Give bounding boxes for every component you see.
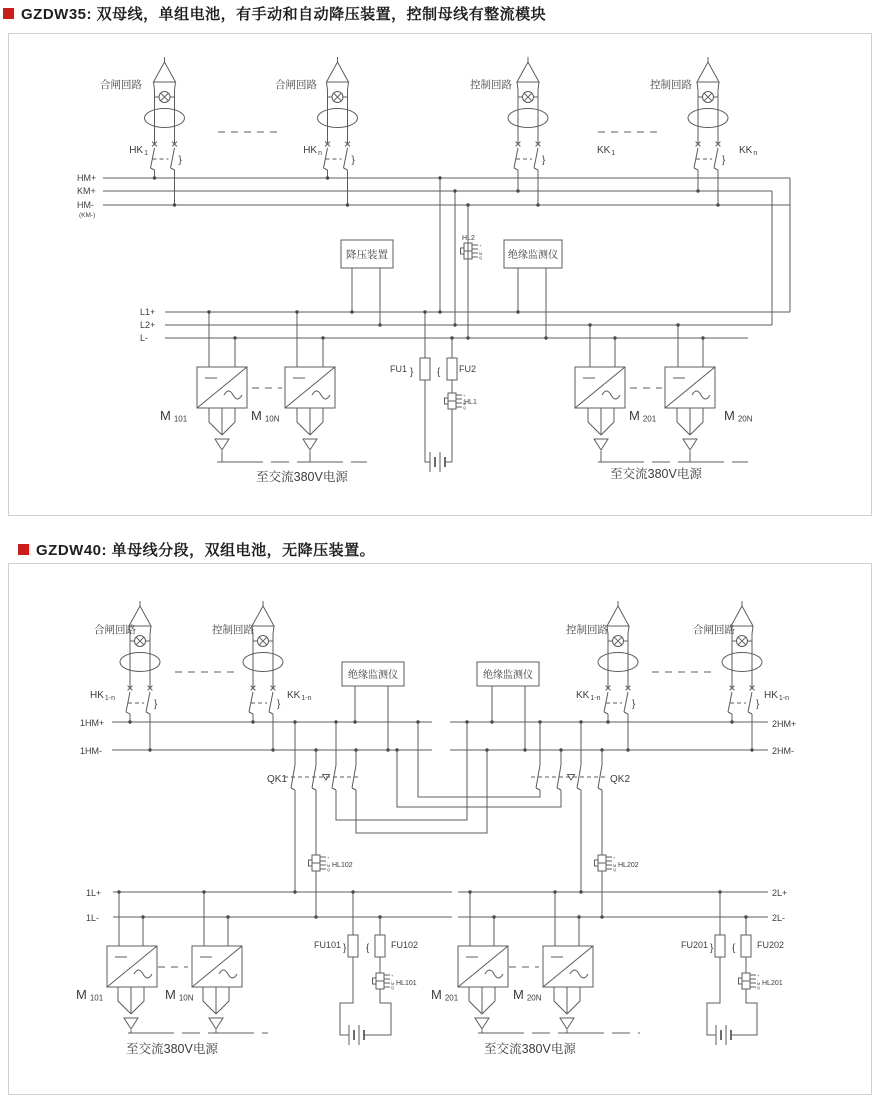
fuse-label-fu101: FU101 xyxy=(313,940,341,950)
ac-plug-symbol xyxy=(588,408,614,450)
module-label: M 101 xyxy=(160,408,188,424)
bus-label-km-minus-note: (KM-) xyxy=(79,212,96,219)
bus-label-2hm-plus: 2HM+ xyxy=(772,719,797,729)
switch-label: $KK_1$ xyxy=(597,145,616,157)
insulation-monitor-wires xyxy=(492,686,525,750)
qk2-stub-wires xyxy=(540,722,602,765)
bus-label-l1: L1+ xyxy=(140,307,156,317)
section-title-text: GZDW40: 单母线分段，双组电池，无降压装置。 xyxy=(36,541,376,559)
feeder-label: 控制回路 xyxy=(650,79,692,91)
ac-source-label: 至交流380V电源 xyxy=(610,467,702,481)
connector-bracket-glyph: { xyxy=(437,367,441,378)
feeder-symbol xyxy=(598,601,638,717)
insulation-monitor-wires xyxy=(518,268,546,338)
l-bus-lines xyxy=(165,312,790,338)
battery-1 xyxy=(349,1025,364,1045)
qk1-down-wires xyxy=(295,722,487,917)
connector-bracket-glyph: } xyxy=(410,367,414,378)
battery1-branch-wires xyxy=(340,892,391,1035)
ac-plug-symbol xyxy=(554,987,580,1029)
feeder-label: 合闸回路 xyxy=(693,624,735,636)
module-label: M 10N xyxy=(165,987,194,1003)
switch-label: $KK_{1-n}$ xyxy=(576,690,601,702)
bus-label-km-plus: KM+ xyxy=(77,186,96,196)
indicator-hl201 xyxy=(739,973,761,990)
module-wires xyxy=(119,892,579,946)
module-wires xyxy=(209,312,703,367)
switch-label: $KK_{1-n}$ xyxy=(287,690,312,702)
module-label: M 20N xyxy=(513,987,542,1003)
indicator-label-hl1: HL1 xyxy=(464,399,477,406)
feeder-symbol xyxy=(318,57,358,173)
switch-label-qk1: QK1 xyxy=(266,774,287,785)
fuse-label-fu202: FU202 xyxy=(757,940,785,950)
connector-bracket-glyph: } xyxy=(710,943,714,954)
indicator-label-hl102: HL102 xyxy=(332,862,353,869)
bus-label-hm-minus: HM- xyxy=(77,200,94,210)
voltage-reducer-wires xyxy=(352,268,380,325)
section-title-text: GZDW35: 双母线，单组电池，有手动和自动降压装置，控制母线有整流模块 xyxy=(21,5,547,23)
l-bus-lines xyxy=(113,892,768,917)
junction-dots xyxy=(153,176,720,339)
rectifier-module xyxy=(192,946,242,987)
bus-label-2hm-minus: 2HM- xyxy=(772,746,794,756)
bus-label-l2: L2+ xyxy=(140,320,156,330)
connector-bracket-glyph: { xyxy=(366,943,370,954)
insulation-monitor-wires xyxy=(355,686,388,750)
insulation-monitor-label: 绝缘监测仪 xyxy=(348,670,398,681)
fuse-label-fu102: FU102 xyxy=(391,940,419,950)
indicator-hl202 xyxy=(595,855,617,872)
indicator-label-hl201: HL201 xyxy=(762,980,783,987)
switch-label: $KK_n$ xyxy=(739,145,758,157)
indicator-hl101 xyxy=(373,973,395,990)
switch-label: $HK_n$ xyxy=(303,145,322,157)
feeder-label: 控制回路 xyxy=(212,624,254,636)
fuse-fu202 xyxy=(741,935,751,957)
feeder-label: 控制回路 xyxy=(470,79,512,91)
battery-2 xyxy=(716,1025,731,1045)
ac-plug-symbol xyxy=(203,987,229,1029)
rectifier-module xyxy=(458,946,508,987)
module-label: M 201 xyxy=(431,987,459,1003)
bus-label-2l-minus: 2L- xyxy=(772,913,786,923)
rectifier-module xyxy=(543,946,593,987)
bus-label-1hm-minus: 1HM- xyxy=(80,746,102,756)
insulation-monitor-label: 绝缘监测仪 xyxy=(508,250,558,261)
bus-label-1l-minus: 1L- xyxy=(86,913,100,923)
indicator-label-hl202: HL202 xyxy=(618,862,639,869)
switch-label: $HK_1$ xyxy=(129,145,148,157)
right-tie-wires xyxy=(772,178,790,325)
bus-label-2l-plus: 2L+ xyxy=(772,888,788,898)
rectifier-module xyxy=(665,367,715,408)
bus-label-1l-plus: 1L+ xyxy=(86,888,102,898)
feeder-symbol xyxy=(243,601,283,717)
feeder-label: 合闸回路 xyxy=(94,624,136,636)
switch-label-qk2: QK2 xyxy=(610,774,631,785)
bus-label-hm-plus: HM+ xyxy=(77,173,97,183)
indicator-hl2 xyxy=(461,243,483,260)
rectifier-module xyxy=(575,367,625,408)
switch-label: $HK_{1-n}$ xyxy=(90,690,116,702)
indicator-hl102 xyxy=(309,855,331,872)
feeder-symbol xyxy=(508,57,548,173)
ac-source-label: 至交流380V电源 xyxy=(256,470,348,484)
ac-source-label: 至交流380V电源 xyxy=(484,1042,576,1056)
ac-plug-symbol xyxy=(209,408,235,450)
fuse-label-fu1: FU1 xyxy=(389,364,407,374)
schematic-canvas: } + - M Q 合闸回路 合闸回路 控制回路 控制回路 $HK_1$ $HK_n$ $KK_1$ $KK_n$ HM+ KM+ HM- (KM-) L1+ L2+ L- 降压装置 绝缘监测仪 HL2 M 101 M 10N M 201 M 20N 至交流380V电源 至交流380V电源 FU1 } { FU2 HL1 合闸回路 控制回路 控制回路 合闸回路 $HK_{1-n}$ $KK_{1-n}$ $KK_{1-n}$ $HK_{1-n}$ 1HM+ 1HM- 2HM+ 2HM- 绝缘监测仪 绝缘监测仪 QK1 HL102 QK2 HL202 1L+ 1L- 2L+ 2L- M 101 M 10N M 201 M 20N 至交流380V电源 至交流380V电源 FU101 } { FU102 HL101 FU201 } { FU202 HL201 xyxy=(11,0,797,1056)
rectifier-module xyxy=(285,367,335,408)
diagram-gzdw35 xyxy=(77,57,790,484)
fuse-fu2 xyxy=(447,358,457,380)
battery2-branch-wires xyxy=(707,892,757,1035)
fuse-label-fu2: FU2 xyxy=(459,364,477,374)
bus-label-1hm-plus: 1HM+ xyxy=(80,718,105,728)
rectifier-module xyxy=(197,367,247,408)
switch-label: $HK_{1-n}$ xyxy=(764,690,790,702)
connector-bracket-glyph: { xyxy=(732,943,736,954)
indicator-label-hl101: HL101 xyxy=(396,980,417,987)
module-label: M 20N xyxy=(724,408,753,424)
ac-source-label: 至交流380V电源 xyxy=(126,1042,218,1056)
module-label: M 101 xyxy=(76,987,104,1003)
feeder-label: 合闸回路 xyxy=(275,79,317,91)
ac-plug-symbol xyxy=(469,987,495,1029)
rectifier-module xyxy=(107,946,157,987)
connector-bracket-glyph: } xyxy=(343,943,347,954)
module-label: M 10N xyxy=(251,408,280,424)
feeder-label: 控制回路 xyxy=(566,624,608,636)
battery xyxy=(430,452,445,472)
feeder-symbol xyxy=(722,601,762,717)
insulation-monitor-label: 绝缘监测仪 xyxy=(483,670,533,681)
plug-stub-wires xyxy=(222,451,690,462)
fuse-fu1 xyxy=(420,358,430,380)
feeder-symbol xyxy=(145,57,185,173)
fuse-fu102 xyxy=(375,935,385,957)
feeder-label: 合闸回路 xyxy=(100,79,142,91)
module-label: M 201 xyxy=(629,408,657,424)
hm-bus-lines xyxy=(112,722,768,750)
fuse-label-fu201: FU201 xyxy=(680,940,708,950)
feeder-symbol xyxy=(688,57,728,173)
feeder-symbol xyxy=(120,601,160,717)
ac-plug-symbol xyxy=(297,408,323,450)
qk1-stub-wires xyxy=(295,722,356,765)
battery-branch-wires xyxy=(425,312,452,462)
bus-label-l-minus: L- xyxy=(140,333,149,343)
fuse-fu101 xyxy=(348,935,358,957)
diagram-gzdw40 xyxy=(76,601,796,1056)
voltage-reducer-label: 降压装置 xyxy=(346,249,388,261)
ac-plug-symbol xyxy=(677,408,703,450)
fuse-fu201 xyxy=(715,935,725,957)
ac-plug-symbol xyxy=(118,987,144,1029)
hm-bus-lines xyxy=(103,178,790,205)
indicator-label-hl2: HL2 xyxy=(462,235,475,242)
